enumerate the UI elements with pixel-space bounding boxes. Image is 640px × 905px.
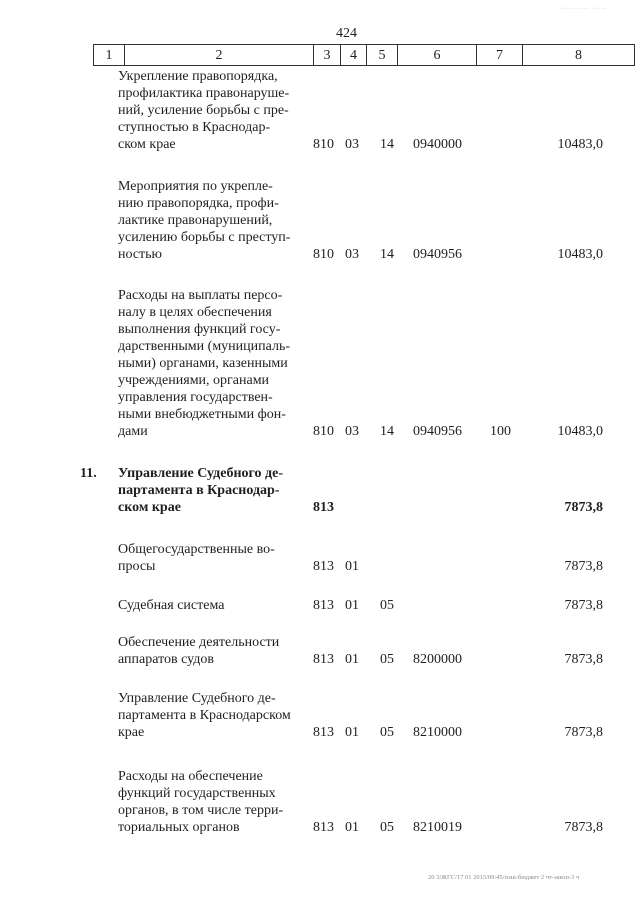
row-name-line: Обеспечение деятельности — [118, 635, 280, 650]
row-name-line: Расходы на выплаты персо- — [118, 288, 283, 303]
page-number: 424 — [336, 26, 357, 41]
row-name — [118, 465, 305, 516]
row-cell-c6: 8210019 — [413, 820, 462, 835]
row-name-line: функций государственных — [118, 786, 276, 801]
row-name — [118, 597, 305, 614]
row-cell-c3: 810 — [313, 137, 334, 152]
row-name-line: крае — [118, 725, 145, 740]
row-cell-c7: 100 — [490, 424, 511, 439]
row-cell-c8: 7873,8 — [564, 559, 603, 574]
row-cell-c5: 05 — [380, 725, 394, 740]
row-name-line: усилению борьбы с преступ- — [118, 230, 291, 245]
row-cell-c8: 10483,0 — [557, 247, 603, 262]
row-name — [118, 634, 305, 668]
row-name — [118, 68, 305, 153]
row-cell-c3: 813 — [313, 820, 334, 835]
row-name — [118, 690, 305, 741]
row-name-line: управления государствен- — [118, 390, 273, 405]
row-cell-c4: 01 — [345, 725, 359, 740]
row-name-line: партамента в Краснодарском — [118, 708, 291, 723]
row-name-line: выполнения функций госу- — [118, 322, 281, 337]
column-header-2: 2 — [124, 44, 314, 66]
row-cell-c4: 01 — [345, 820, 359, 835]
row-cell-c8: 7873,8 — [564, 652, 603, 667]
row-cell-c3: 813 — [313, 652, 334, 667]
row-name-line: аппаратов судов — [118, 652, 215, 667]
row-cell-c6: 0940956 — [413, 424, 462, 439]
row-cell-c8: 10483,0 — [557, 424, 603, 439]
row-cell-c3: 813 — [313, 725, 334, 740]
column-header-6: 6 — [397, 44, 477, 66]
row-cell-c5: 14 — [380, 247, 394, 262]
row-name-line: партамента в Краснодар- — [118, 483, 280, 498]
row-name-line: органов, в том числе терри- — [118, 803, 284, 818]
row-name-line: Управление Судебного де- — [118, 466, 283, 481]
row-name — [118, 768, 305, 836]
column-header-8: 8 — [522, 44, 635, 66]
footer-stamp: 20 3/ЖГС/17 01 2015/09:45/нэш-бюджет 2 чт-закон-3 ч — [428, 874, 580, 881]
row-name-line: Управление Судебного де- — [118, 691, 276, 706]
row-name-line: Мероприятия по укрепле- — [118, 179, 273, 194]
row-cell-c6: 0940956 — [413, 247, 462, 262]
row-cell-c4: 01 — [345, 559, 359, 574]
row-name-line: Расходы на обеспечение — [118, 769, 263, 784]
row-name — [118, 541, 305, 575]
row-name-line: Судебная система — [118, 598, 225, 613]
row-name-line: ториальных органов — [118, 820, 240, 835]
row-name-line: ском крае — [118, 137, 176, 152]
row-name — [118, 178, 305, 263]
row-cell-c3: 813 — [313, 559, 334, 574]
row-cell-c8: 7873,8 — [564, 598, 603, 613]
row-cell-c3: 813 — [313, 500, 334, 515]
row-cell-c4: 01 — [345, 652, 359, 667]
row-number: 11. — [80, 466, 97, 481]
row-name-line: Общегосударственные во- — [118, 542, 275, 557]
row-cell-c5: 05 — [380, 820, 394, 835]
row-cell-c8: 7873,8 — [564, 500, 603, 515]
column-header-1: 1 — [93, 44, 125, 66]
column-header-4: 4 — [340, 44, 367, 66]
row-name-line: дами — [118, 424, 148, 439]
row-name-line: ском крае — [118, 500, 181, 515]
row-cell-c5: 14 — [380, 424, 394, 439]
row-cell-c8: 7873,8 — [564, 820, 603, 835]
row-name-line: ными внебюджетными фон- — [118, 407, 286, 422]
row-cell-c8: 10483,0 — [557, 137, 603, 152]
row-cell-c5: 05 — [380, 652, 394, 667]
column-header-row — [93, 44, 635, 66]
row-name-line: дарственными (муниципаль- — [118, 339, 291, 354]
row-name-line: просы — [118, 559, 156, 574]
row-name-line: ностью — [118, 247, 163, 262]
row-cell-c6: 0940000 — [413, 137, 462, 152]
row-name — [118, 287, 305, 440]
row-name-line: лактике правонарушений, — [118, 213, 273, 228]
row-name-line: Укрепление правопорядка, — [118, 69, 278, 84]
row-name-line: профилактика правонаруше- — [118, 86, 290, 101]
row-cell-c5: 14 — [380, 137, 394, 152]
row-cell-c6: 8200000 — [413, 652, 462, 667]
row-name-line: ными) органами, казенными — [118, 356, 288, 371]
row-cell-c4: 03 — [345, 247, 359, 262]
column-header-5: 5 — [366, 44, 398, 66]
row-cell-c4: 03 — [345, 137, 359, 152]
row-name-line: налу в целях обеспечения — [118, 305, 272, 320]
row-name-line: нию правопорядка, профи- — [118, 196, 279, 211]
row-name-line: ний, усиление борьбы с пре- — [118, 103, 289, 118]
row-cell-c3: 810 — [313, 424, 334, 439]
row-cell-c6: 8210000 — [413, 725, 462, 740]
row-name-line: учреждениями, органами — [118, 373, 270, 388]
top-mark: ·········· ····· — [560, 6, 608, 12]
row-name-line: ступностью в Краснодар- — [118, 120, 271, 135]
row-cell-c3: 810 — [313, 247, 334, 262]
column-header-7: 7 — [476, 44, 523, 66]
row-cell-c5: 05 — [380, 598, 394, 613]
row-cell-c8: 7873,8 — [564, 725, 603, 740]
column-header-3: 3 — [313, 44, 341, 66]
row-cell-c4: 03 — [345, 424, 359, 439]
row-cell-c4: 01 — [345, 598, 359, 613]
row-cell-c3: 813 — [313, 598, 334, 613]
